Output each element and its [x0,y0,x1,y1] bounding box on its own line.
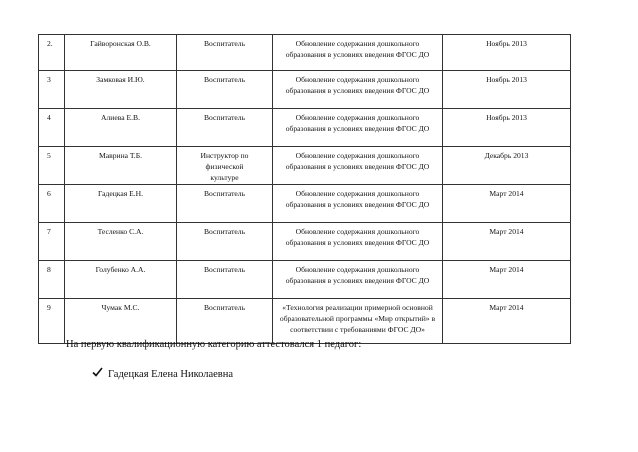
course-date: Ноябрь 2013 [443,71,571,109]
row-number: 4 [39,109,65,147]
table-row [39,261,571,299]
table-row [39,147,571,185]
course-topic: Обновление содержания дошкольного образования в условиях введения ФГОС ДО [273,185,443,223]
list-item [92,367,233,380]
course-date: Март 2014 [443,185,571,223]
course-topic: Обновление содержания дошкольного образования в условиях введения ФГОС ДО [273,223,443,261]
table-row [39,223,571,261]
table-row [39,299,571,344]
course-date: Март 2014 [443,299,571,344]
table-row [39,109,571,147]
teacher-name: Маврина Т.Б. [65,147,177,185]
row-number: 8 [39,261,65,299]
course-topic: Обновление содержания дошкольного образования в условиях введения ФГОС ДО [273,261,443,299]
row-number: 2. [39,35,65,71]
row-number: 7 [39,223,65,261]
course-topic: «Технология реализации примерной основной образовательной программы «Мир открытий» в соответствии с требованиями ФГОС ДО» [273,299,443,344]
teacher-position: Воспитатель [177,185,273,223]
row-number: 6 [39,185,65,223]
course-date: Ноябрь 2013 [443,109,571,147]
teacher-position: Воспитатель [177,109,273,147]
checkmark-icon [92,367,104,380]
teacher-name: Гайворонская О.В. [65,35,177,71]
attestation-note: На первую квалификационную категорию аттестовался 1 педагог: [66,339,362,350]
course-date: Декабрь 2013 [443,147,571,185]
teacher-position: Воспитатель [177,35,273,71]
teacher-name: Замковая И.Ю. [65,71,177,109]
list-item-text: Гадецкая Елена Николаевна [108,369,234,380]
course-date: Март 2014 [443,261,571,299]
course-date: Ноябрь 2013 [443,35,571,71]
teacher-name: Алиева Е.В. [65,109,177,147]
teacher-position: Инструктор по физической культуре [177,147,273,185]
teacher-name: Чумак М.С. [65,299,177,344]
teacher-name: Голубенко А.А. [65,261,177,299]
teacher-position: Воспитатель [177,261,273,299]
teacher-position: Воспитатель [177,299,273,344]
course-topic: Обновление содержания дошкольного образования в условиях введения ФГОС ДО [273,71,443,109]
attestation-table [38,34,571,344]
row-number: 5 [39,147,65,185]
course-topic: Обновление содержания дошкольного образования в условиях введения ФГОС ДО [273,109,443,147]
teacher-name: Тесленко С.А. [65,223,177,261]
course-date: Март 2014 [443,223,571,261]
course-topic: Обновление содержания дошкольного образования в условиях введения ФГОС ДО [273,35,443,71]
row-number: 3 [39,71,65,109]
teacher-position: Воспитатель [177,223,273,261]
teacher-position: Воспитатель [177,71,273,109]
course-topic: Обновление содержания дошкольного образования в условиях введения ФГОС ДО [273,147,443,185]
table-row [39,185,571,223]
teacher-name: Гадецкая Е.Н. [65,185,177,223]
table-row [39,71,571,109]
table-row [39,35,571,71]
row-number: 9 [39,299,65,344]
